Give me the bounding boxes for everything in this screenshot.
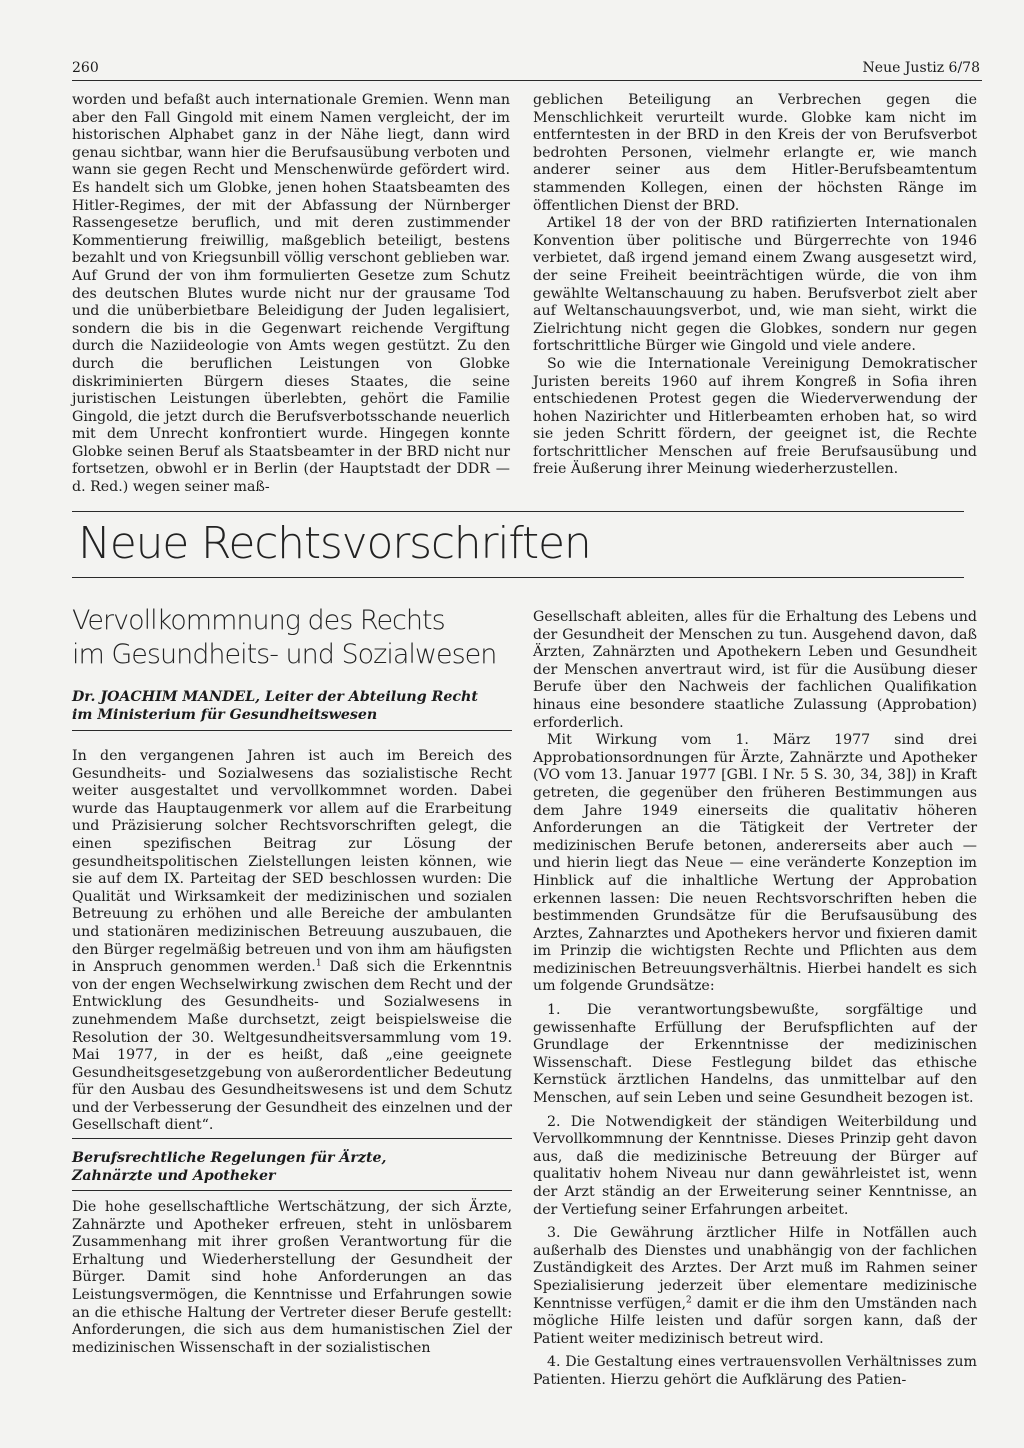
footnote-ref[interactable]: 1 xyxy=(315,958,322,969)
paragraph: Die hohe gesellschaftliche Wertschätzung, der sich Ärzte, Zahnärzte und Apotheker erfreuen, steht in unlösbarem Zusammenhang mit ihrer großen Verantwortung für die Erhaltung und Wiederherstellung der Gesundheit der Bürger. Damit sind hohe Anforderungen an das Leistungsvermögen, die Kenntnisse und Erfahrungen sowie an die ethische Haltung der Vertreter dieser Berufe gestellt: Anforderungen, die sich aus dem humanistischen Ziel der medizinischen Wissenschaft in der sozialistischen xyxy=(72,1199,512,1356)
footnote-ref[interactable]: 2 xyxy=(686,1294,692,1305)
list-item xyxy=(533,1225,977,1348)
subhead-rule-top xyxy=(72,1138,512,1139)
paragraph: worden und befaßt auch internationale Gremien. Wenn man aber den Fall Gingold mit einem Namen vergleicht, der im historischen Alphabet ganz in der Nähe liegt, dann wird genau sichtbar, wann hier die Berufsausübung verboten und wann sie gegen Recht und Menschenwürde gefördert wird. Es handelt sich um Globke, jenen hohen Staatsbeamten des Hitler-Regimes, der mit der Abfassung der Nürnberger Rassengesetze beruflich, und mit deren zustimmender Kommentierung freiwillig, maßgeblich beteiligt, bestens bezahlt und von Kriegsunbill völlig verschont geblieben war. Auf Grund der von ihm formulierten Gesetze zum Schutz des deutschen Blutes wurde nicht nur der grausame Tod und die unüberbietbare Beleidigung der Juden legalisiert, sondern die bis in die Gegenwart reichende Vergiftung durch die Naziideologie von Amts wegen gestützt. Zu den durch die beruflichen Leistungen von Globke diskriminierten Bürgern dieses Staates, die seine juristischen Leistungen überlebten, gehört die Familie Gingold, die jetzt durch die Berufsverbotsschande neuerlich mit dem Unrecht konfrontiert wurde. Hingegen konnte Globke seinen Beruf als Staatsbeamter in der BRD nicht nur fortsetzen, obwohl er in Berlin (der Hauptstadt der DDR — d. Red.) wegen seiner maß- xyxy=(72,92,510,496)
article-intro xyxy=(72,748,512,1135)
text-run: Daß sich die Erkenntnis von der engen Wechselwirkung zwischen dem Recht und der Entwicklung des Gesundheits- und Sozialwesens in zunehmendem Maße durchsetzt, zeigt beispielsweise die Resolution der 30. Weltgesundheitsversammlung vom 19. Mai 1977, in der es heißt, daß „eine geeignete Gesundheitsgesetzgebung von außerordentlicher Bedeutung für den Ausbau des Gesundheitswesens ist und dem Schutz und der Verbesserung der Gesundheit des einzelnen und der Gesellschaft dient“. xyxy=(72,959,512,1134)
text-run: In den vergangenen Jahren ist auch im Bereich des Gesundheits- und Sozialwesens das sozialistische Recht weiter ausgestaltet und vervollkommnet worden. Dabei wurde das Hauptaugenmerk vor allem auf die Erarbeitung und Präzisierung solcher Rechtsvorschriften gelegt, die einen spezifischen Beitrag zur Lösung der gesundheitspolitischen Zielstellungen leisten können, wie sie auf dem IX. Parteitag der SED beschlossen wurden: Die Qualität und Wirksamkeit der medizinischen und sozialen Betreuung zu erhöhen und alle Bereiche der ambulanten und stationären medizinischen Betreuung auszubauen, die den Bürger regelmäßig betreuen und von ihm am häufigsten in Anspruch genommen werden. xyxy=(72,748,512,976)
subheading-line: Zahnärzte und Apotheker xyxy=(72,1168,276,1184)
page-number: 260 xyxy=(72,60,99,76)
author-byline xyxy=(72,688,512,724)
paragraph: So wie die Internationale Vereinigung Demokratischer Juristen bereits 1960 auf ihrem Kongreß in Sofia ihren entschiedenen Protest gegen die Wiederverwendung der hohen Nazirichter und Hitlerbeamten erhoben hat, so wird sie jeden Schritt fördern, der geeignet ist, die Rechte fortschrittlicher Menschen auf freie Berufsausübung und freie Äußerung ihrer Meinung wiederherzustellen. xyxy=(533,355,977,478)
top-left-column xyxy=(72,92,510,497)
running-header xyxy=(72,60,980,80)
byline-line: im Ministerium für Gesundheitswesen xyxy=(72,707,378,723)
article-right-column xyxy=(533,609,977,1390)
list-item: 2. Die Notwendigkeit der ständigen Weiterbildung und Vervollkommnung der Kenntnisse. Dieses Prinzip geht davon aus, daß die medizinische Betreuung der Bürger auf qualitativ hohem Niveau nur dann gewährleistet ist, wenn der Arzt ständig an der Erweiterung seiner Kenntnisse, an der Vertiefung seiner Erfahrungen arbeitet. xyxy=(533,1113,977,1218)
paragraph: Mit Wirkung vom 1. März 1977 sind drei Approbationsordnungen für Ärzte, Zahnärzte und Apotheker (VO vom 13. Januar 1977 [GBl. I Nr. 5 S. 30, 34, 38]) in Kraft getreten, die gegenüber den früheren Bestimmungen aus dem Jahre 1949 einerseits die qualitativ höheren Anforderungen an die Tätigkeit der Vertreter der medizinischen Berufe betonen, andererseits aber auch — und hierin liegt das Neue — eine veränderte Konzeption im Hinblick auf die inhaltliche Wertung der Approbation erkennen lassen: Die neuen Rechtsvorschriften heben die bestimmenden Grundsätze für die Berufsausübung des Arztes, Zahnarztes und Apothekers hervor und fixieren damit im Prinzip die wichtigsten Rechte und Pflichten aus dem medizinischen Betreuungsverhältnis. Hierbei handelt es sich um folgende Grundsätze: xyxy=(533,732,977,995)
article-title-line: Vervollkommnung des Rechts xyxy=(72,605,445,636)
paragraph: Gesellschaft ableiten, alles für die Erhaltung des Lebens und der Gesundheit der Menschen zu tun. Ausgehend davon, daß Ärzten, Zahnärzten und Apothekern Leben und Gesundheit der Menschen anvertraut wird, ist für die Ausübung dieser Berufe über den Nachweis der fachlichen Qualifikation hinaus eine besondere staatliche Zulassung (Approbation) erforderlich. xyxy=(533,609,977,731)
byline-line: Dr. JOACHIM MANDEL, Leiter der Abteilung Recht xyxy=(72,689,478,705)
article-sub-section xyxy=(72,1199,512,1357)
subheading xyxy=(72,1149,512,1185)
paragraph: geblichen Beteiligung an Verbrechen gegen die Menschlichkeit verurteilt wurde. Globke kam nicht im entferntesten in der BRD in den Kreis der von Berufsverbot bedrohten Personen, vielmehr erlangte er, wie manch anderer seiner aus dem Hitler-Berufsbeamtentum stammenden Kollegen, einen der höchsten Ränge im öffentlichen Dienst der BRD. xyxy=(533,92,977,214)
article-title xyxy=(72,604,502,672)
text-run: 3. Die Gewährung ärztlicher Hilfe in Notfällen auch außerhalb des Dienstes und unabhängig von der fachlichen Zuständigkeit des Arztes. Der Arzt muß im Rahmen seiner Spezialisierung jederzeit über elementare medizinische Kenntnisse verfügen, xyxy=(533,1225,977,1312)
section-rule-bottom xyxy=(72,577,964,578)
article-title-line: im Gesundheits- und Sozialwesen xyxy=(72,639,497,670)
list-item: 4. Die Gestaltung eines vertrauensvollen Verhältnisses zum Patienten. Hierzu gehört die Aufklärung des Patien- xyxy=(533,1354,977,1388)
header-rule xyxy=(72,80,982,81)
subheading-line: Berufsrechtliche Regelungen für Ärzte, xyxy=(72,1150,387,1166)
subhead-rule-bottom xyxy=(72,1190,512,1191)
section-title: Neue Rechtsvorschriften xyxy=(78,518,591,569)
paragraph xyxy=(72,748,512,1135)
byline-rule xyxy=(72,730,512,731)
journal-issue: Neue Justiz 6/78 xyxy=(862,60,980,76)
list-item: 1. Die verantwortungsbewußte, sorgfältige und gewissenhafte Erfüllung der Berufspflichten auf der Grundlage der Erkenntnisse der medizinischen Wissenschaft. Diese Festlegung bildet das ethische Kernstück ärztlichen Handelns, das unmittelbar auf den Menschen, auf sein Leben und seine Gesundheit bezogen ist. xyxy=(533,1002,977,1107)
text-run: damit er die ihm den Umständen nach mögliche Hilfe leisten und dafür sorgen kann, daß der Patient weiter medizinisch betreut wird. xyxy=(533,1295,977,1347)
paragraph: Artikel 18 der von der BRD ratifizierten Internationalen Konvention über politische und Bürgerrechte von 1946 verbietet, daß irgend jemand einem Zwang ausgesetzt wird, der seine Freiheit beeinträchtigen würde, die von ihm gewählte Weltanschauung zu haben. Berufsverbot zielt aber auf Weltanschauungsverbot, und, wie man sieht, wirkt die Zielrichtung nicht gegen die Globkes, sondern nur gegen fortschrittliche Bürger wie Gingold und viele andere. xyxy=(533,215,977,355)
top-right-column xyxy=(533,92,977,479)
section-rule-top xyxy=(72,511,964,512)
